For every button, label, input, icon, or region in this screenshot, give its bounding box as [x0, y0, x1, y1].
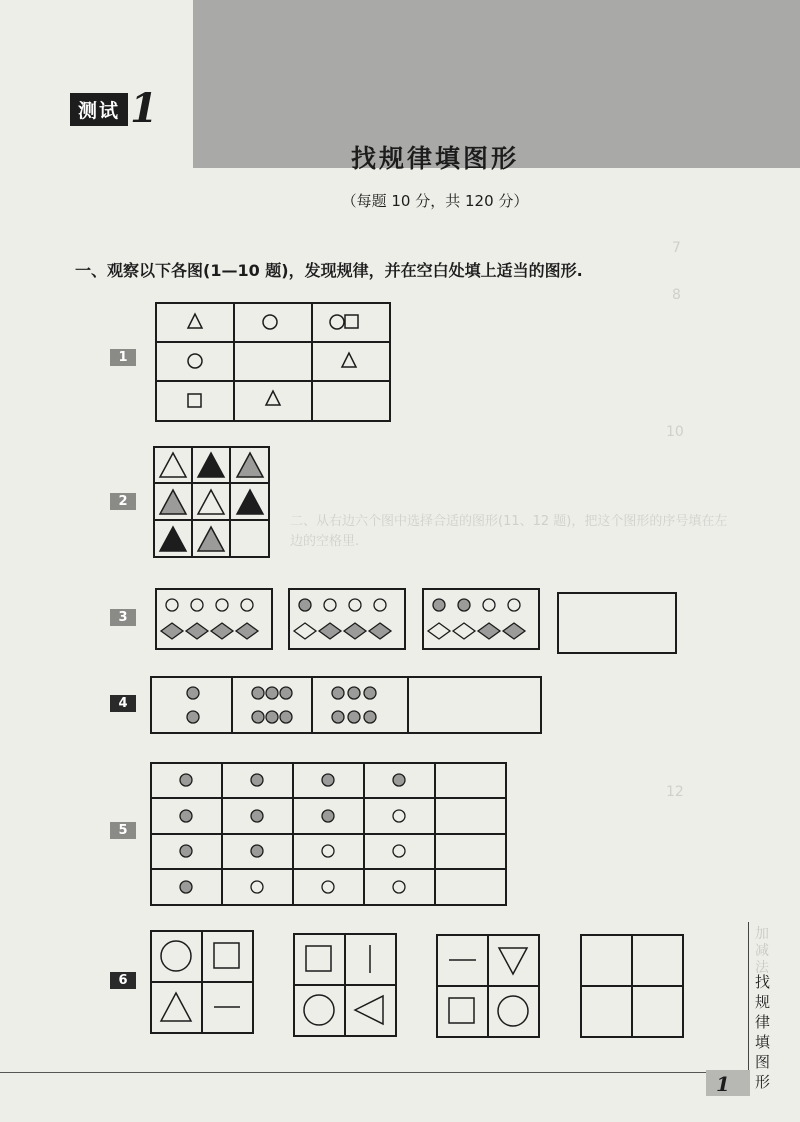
q2-triangle-shape — [237, 453, 263, 477]
q4-dot — [332, 687, 344, 699]
q3-diamond-shape — [294, 623, 316, 639]
q3-panel-2 — [288, 588, 406, 650]
q3-circle-shape — [483, 599, 495, 611]
q3-circle-shape — [299, 599, 311, 611]
q3-diamond-shape — [503, 623, 525, 639]
q5-dot — [180, 881, 192, 893]
q3-circle-shape — [166, 599, 178, 611]
q5-grid — [150, 762, 507, 906]
q6-circle-shape — [498, 996, 528, 1026]
q2-triangle-shape — [198, 527, 224, 551]
q4-dot — [280, 687, 292, 699]
q6-square-shape — [449, 998, 474, 1023]
q1-triangle-shape — [342, 353, 356, 367]
q3-circle-shape — [324, 599, 336, 611]
question-number-3: 3 — [110, 609, 136, 626]
q4-dot — [280, 711, 292, 723]
q3-circle-shape — [191, 599, 203, 611]
q1-circle-shape — [330, 315, 344, 329]
q3-diamond-shape — [211, 623, 233, 639]
question-number-6: 6 — [110, 972, 136, 989]
q6-panel-3 — [436, 934, 540, 1038]
show-through-q8: 8 — [672, 287, 681, 303]
chapter-side-tab — [748, 922, 775, 1091]
q2-triangle-shape — [198, 453, 224, 477]
q3-circle-shape — [241, 599, 253, 611]
q4-dot — [266, 711, 278, 723]
q5-dot — [251, 774, 263, 786]
q3-circle-shape — [508, 599, 520, 611]
q5-dot — [251, 810, 263, 822]
q3-diamond-shape — [478, 623, 500, 639]
q4-dot — [187, 687, 199, 699]
test-badge — [70, 85, 158, 132]
q3-answer-box[interactable] — [557, 592, 677, 654]
q5-dot — [180, 845, 192, 857]
q5-dot — [393, 845, 405, 857]
q4-dot — [348, 687, 360, 699]
side-tab-topic: 加减法 — [755, 926, 769, 976]
q6-panel-1 — [150, 930, 254, 1034]
q5-dot — [322, 881, 334, 893]
q3-panel-1 — [155, 588, 273, 650]
q5-dot — [322, 845, 334, 857]
q1-square-shape — [345, 315, 358, 328]
q5-dot — [251, 845, 263, 857]
q3-diamond-shape — [319, 623, 341, 639]
q3-diamond-shape — [236, 623, 258, 639]
side-tab-chapter: 找规律填图形 — [755, 973, 771, 1091]
q4-strip — [150, 676, 542, 734]
q6-triangle-shape — [355, 996, 383, 1024]
q5-dot — [393, 774, 405, 786]
q5-dot — [322, 810, 334, 822]
q4-dot — [252, 711, 264, 723]
show-through-section2: 二、从右边六个图中选择合适的图形(11、12 题)，把这个图形的序号填在左边的空格里. — [290, 514, 728, 549]
show-through-q12: 12 — [666, 784, 684, 800]
q3-diamond-shape — [186, 623, 208, 639]
q2-triangle-shape — [160, 490, 186, 514]
test-number: 1 — [130, 85, 158, 132]
q4-dot — [364, 687, 376, 699]
q6-circle-shape — [304, 995, 334, 1025]
page-number: 1 — [716, 1072, 730, 1096]
q3-circle-shape — [349, 599, 361, 611]
q2-grid — [153, 446, 270, 558]
q3-diamond-shape — [453, 623, 475, 639]
q5-dot — [180, 774, 192, 786]
q6-square-shape — [306, 946, 331, 971]
footer-rule — [0, 1072, 706, 1073]
section1-instruction: 一、观察以下各图(1—10 题)，发现规律，并在空白处填上适当的图形. — [75, 261, 583, 280]
q3-diamond-shape — [344, 623, 366, 639]
question-number-2: 2 — [110, 493, 136, 510]
q4-dot — [332, 711, 344, 723]
question-number-5: 5 — [110, 822, 136, 839]
page-title: 找规律填图形 — [350, 144, 519, 173]
question-number-1: 1 — [110, 349, 136, 366]
q3-circle-shape — [216, 599, 228, 611]
q4-dot — [266, 687, 278, 699]
q6-triangle-shape — [499, 948, 527, 974]
q5-dot — [180, 810, 192, 822]
q6-panel-2 — [293, 933, 397, 1037]
q6-square-shape — [214, 943, 239, 968]
q6-triangle-shape — [161, 993, 191, 1021]
q5-dot — [322, 774, 334, 786]
q3-circle-shape — [433, 599, 445, 611]
q5-dot — [393, 810, 405, 822]
question-number-4: 4 — [110, 695, 136, 712]
q2-triangle-shape — [160, 527, 186, 551]
q1-square-shape — [188, 394, 201, 407]
q4-dot — [252, 687, 264, 699]
q3-panel-3 — [422, 588, 540, 650]
q4-dot — [364, 711, 376, 723]
q1-circle-shape — [188, 354, 202, 368]
q5-dot — [393, 881, 405, 893]
q1-grid — [155, 302, 391, 422]
q6-circle-shape — [161, 941, 191, 971]
show-through-q10: 10 — [666, 424, 684, 440]
q3-circle-shape — [458, 599, 470, 611]
q3-diamond-shape — [369, 623, 391, 639]
q3-diamond-shape — [428, 623, 450, 639]
q4-dot — [187, 711, 199, 723]
q5-dot — [251, 881, 263, 893]
q1-circle-shape — [263, 315, 277, 329]
q6-answer-box[interactable] — [580, 934, 684, 1038]
q3-diamond-shape — [161, 623, 183, 639]
page-subtitle: （每题 10 分，共 120 分） — [341, 192, 529, 210]
q2-triangle-shape — [198, 490, 224, 514]
q1-triangle-shape — [266, 391, 280, 405]
q4-dot — [348, 711, 360, 723]
q2-triangle-shape — [237, 490, 263, 514]
q1-triangle-shape — [188, 314, 202, 328]
q3-circle-shape — [374, 599, 386, 611]
test-label: 测试 — [70, 93, 128, 126]
q2-triangle-shape — [160, 453, 186, 477]
show-through-q7: 7 — [672, 240, 681, 256]
